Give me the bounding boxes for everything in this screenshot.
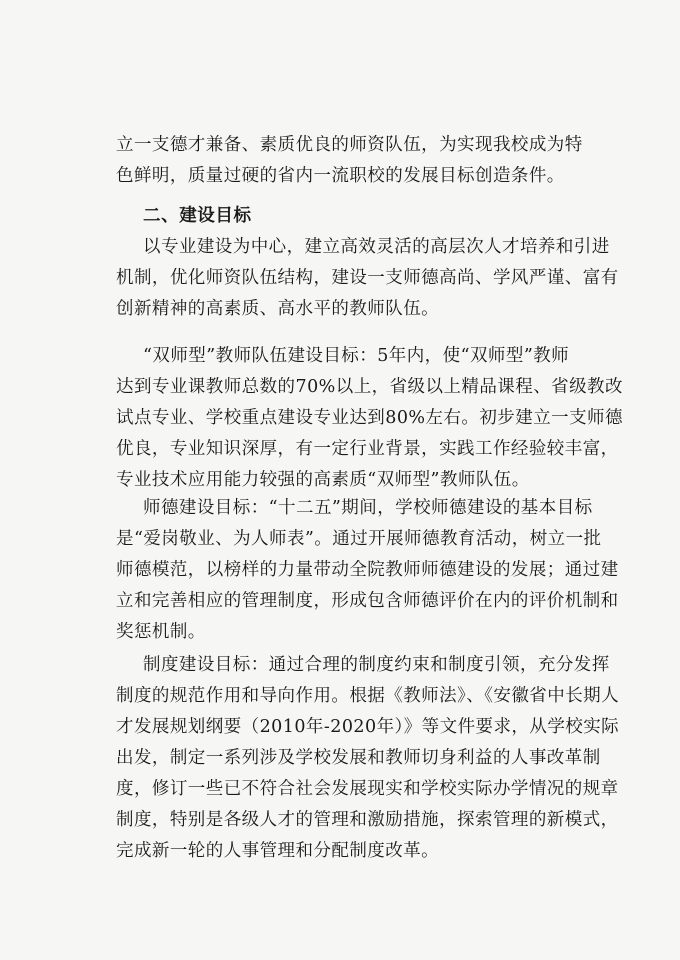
text-line: “双师型”教师队伍建设目标：5年内，使“双师型”教师	[143, 346, 570, 366]
text-line: 优良，专业知识深厚，有一定行业背景，实践工作经验较丰富，	[116, 439, 619, 459]
text-line: 才发展规划纲要（2010年-2020年）》等文件要求，从学校实际	[116, 717, 620, 737]
text-line: 机制，优化师资队伍结构，建设一支师德高尚、学风严谨、富有	[116, 268, 619, 288]
text-line: 以专业建设为中心，建立高效灵活的高层次人才培养和引进	[143, 237, 610, 257]
text-line: 师德模范，以榜样的力量带动全院教师师德建设的发展；通过建	[116, 560, 619, 580]
text-line: 试点专业、学校重点建设专业达到80%左右。初步建立一支师德	[116, 408, 623, 428]
text-line: 制度建设目标：通过合理的制度约束和制度引领，充分发挥	[143, 655, 610, 675]
text-line: 立一支德才兼备、素质优良的师资队伍，为实现我校成为特	[116, 135, 583, 155]
text-line: 专业技术应用能力较强的高素质“双师型”教师队伍。	[116, 470, 530, 490]
text-line: 度，修订一些已不符合社会发展现实和学校实际办学情况的规章	[116, 779, 619, 799]
text-line: 出发，制定一系列涉及学校发展和教师切身利益的人事改革制	[116, 748, 601, 768]
text-line: 制度的规范作用和导向作用。根据《教师法》、《安徽省中长期人	[116, 686, 620, 706]
text-line: 色鲜明，质量过硬的省内一流职校的发展目标创造条件。	[116, 166, 565, 186]
section-heading: 二、建设目标	[143, 206, 252, 226]
text-line: 完成新一轮的人事管理和分配制度改革。	[116, 841, 440, 861]
text-line: 师德建设目标：“十二五”期间，学校师德建设的基本目标	[143, 498, 593, 518]
text-line: 达到专业课教师总数的70%以上，省级以上精品课程、省级教改	[116, 377, 623, 397]
text-line: 奖惩机制。	[116, 622, 206, 642]
text-line: 是“爱岗敬业、为人师表”。通过开展师德教育活动，树立一批	[116, 529, 602, 549]
text-line: 创新精神的高素质、高水平的教师队伍。	[116, 299, 440, 319]
text-line: 制度，特别是各级人才的管理和激励措施，探索管理的新模式，	[116, 810, 619, 830]
text-line: 立和完善相应的管理制度，形成包含师德评价在内的评价机制和	[116, 591, 619, 611]
